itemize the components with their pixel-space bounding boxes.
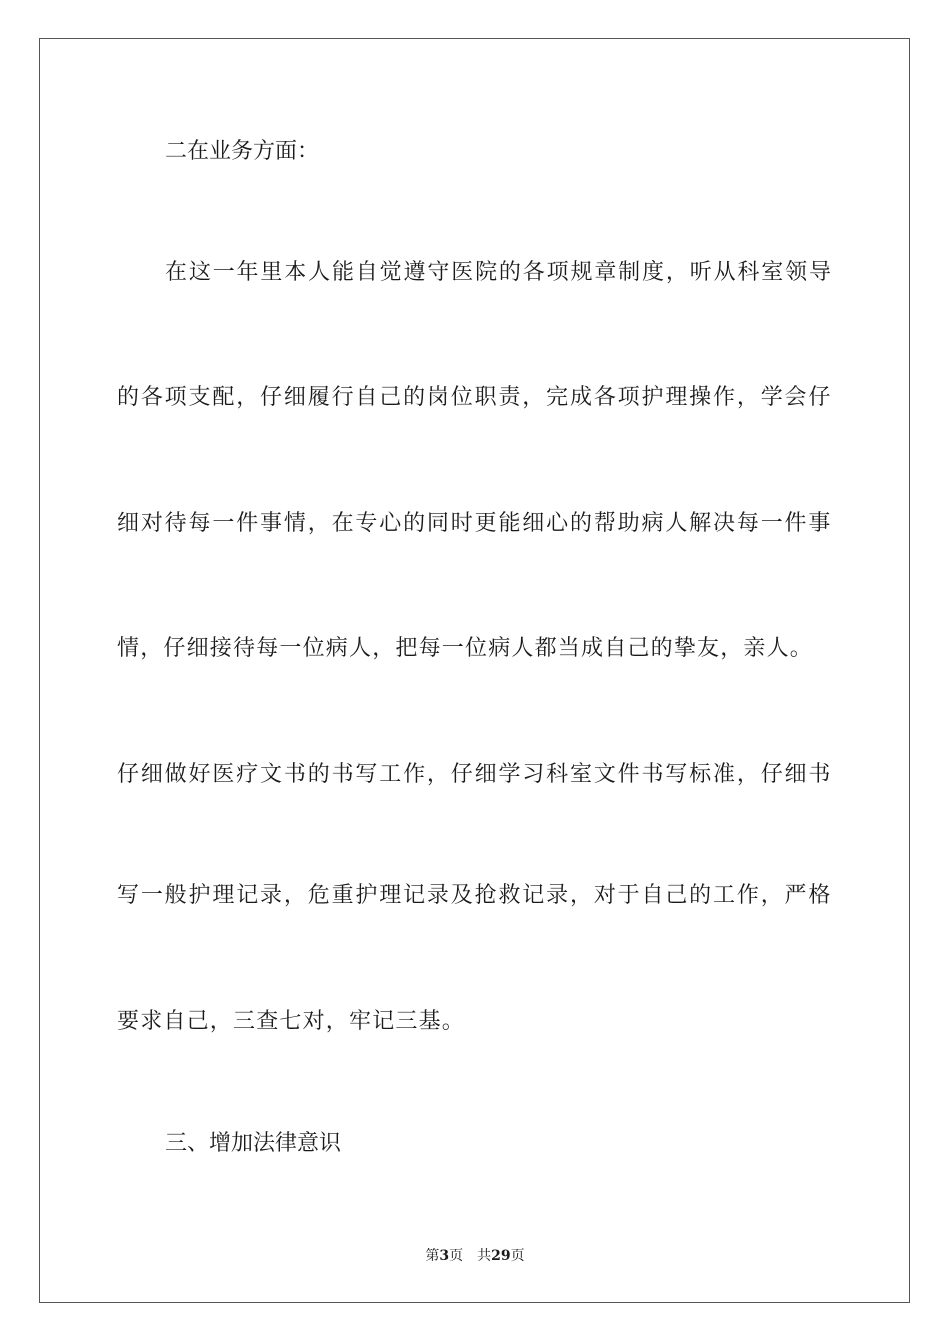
page-prefix: 第 bbox=[425, 1248, 440, 1264]
paragraph-line: 情，仔细接待每一位病人，把每一位病人都当成自己的挚友，亲人。 bbox=[117, 636, 814, 661]
total-pages: 29 bbox=[491, 1248, 511, 1264]
page-suffix: 页 bbox=[449, 1248, 464, 1264]
paragraph-line: 细对待每一件事情，在专心的同时更能细心的帮助病人解决每一件事 bbox=[117, 511, 831, 536]
paragraph-line: 的各项支配，仔细履行自己的岗位职责，完成各项护理操作，学会仔 bbox=[117, 385, 831, 410]
page-footer bbox=[0, 1247, 950, 1265]
section-heading-law: 三、增加法律意识 bbox=[165, 1131, 342, 1156]
total-prefix: 共 bbox=[477, 1248, 492, 1264]
section-heading-business: 二在业务方面： bbox=[165, 139, 320, 164]
page-number: 3 bbox=[439, 1248, 450, 1264]
paragraph-line: 仔细做好医疗文书的书写工作，仔细学习科室文件书写标准，仔细书 bbox=[117, 762, 831, 787]
paragraph-line: 写一般护理记录，危重护理记录及抢救记录，对于自己的工作，严格 bbox=[117, 883, 831, 908]
paragraph-line: 要求自己，三查七对，牢记三基。 bbox=[117, 1009, 466, 1034]
paragraph-line: 在这一年里本人能自觉遵守医院的各项规章制度，听从科室领导 bbox=[165, 260, 831, 285]
total-suffix: 页 bbox=[510, 1248, 525, 1264]
page-border bbox=[39, 38, 910, 1303]
